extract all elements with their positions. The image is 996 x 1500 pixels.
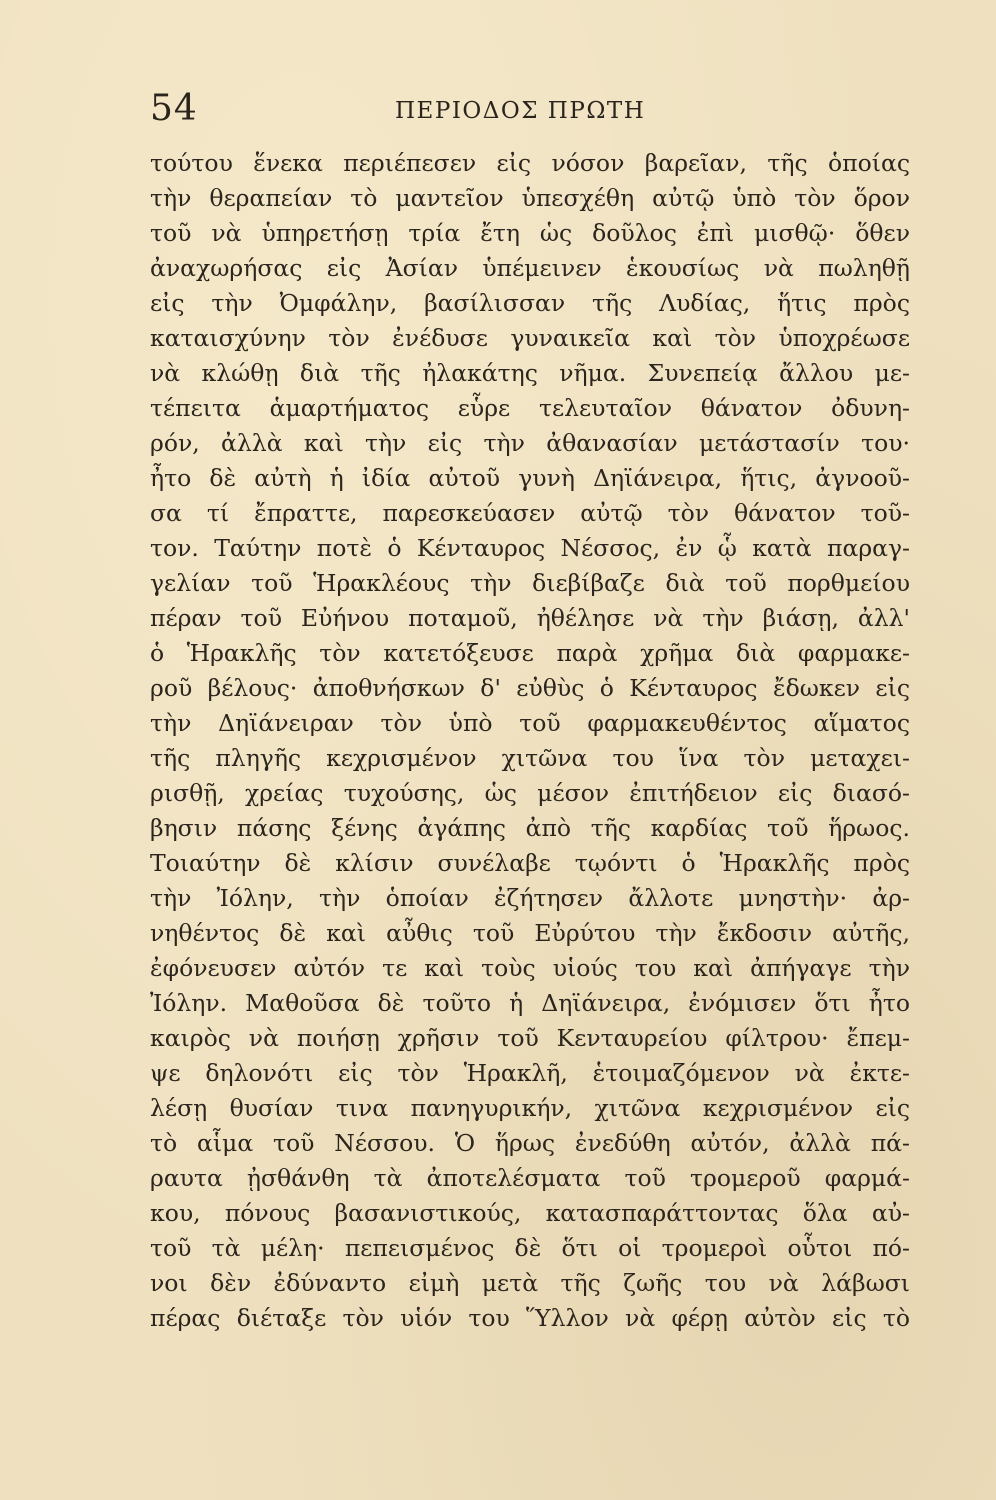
text-line: τούτου ἕνεκα περιέπεσεν εἰς νόσον βαρεῖαν, τῆς ὁποίας [150, 149, 910, 177]
text-line: νὰ κλώθῃ διὰ τῆς ἠλακάτης νῆμα. Συνεπείᾳ ἄλλου με- [150, 359, 910, 387]
body-text [150, 146, 910, 1336]
text-line: τοῦ νὰ ὑπηρετήσῃ τρία ἔτη ὡς δοῦλος ἐπὶ μισθῷ· ὅθεν [150, 219, 910, 247]
text-line: ὁ Ἡρακλῆς τὸν κατετόξευσε παρὰ χρῆμα διὰ φαρμακε- [150, 639, 910, 667]
text-line: γελίαν τοῦ Ἡρακλέους τὴν διεβίβαζε διὰ τοῦ πορθμείου [150, 569, 910, 597]
text-line: νοι δὲν ἐδύναντο εἰμὴ μετὰ τῆς ζωῆς του νὰ λάβωσι [150, 1269, 910, 1297]
text-line: τὴν Ἰόλην, τὴν ὁποίαν ἐζήτησεν ἄλλοτε μνηστὴν· ἀρ- [150, 884, 910, 912]
text-line: καταισχύνην τὸν ἐνέδυσε γυναικεῖα καὶ τὸν ὑποχρέωσε [150, 324, 910, 352]
text-line: τὴν θεραπείαν τὸ μαντεῖον ὑπεσχέθη αὐτῷ ὑπὸ τὸν ὅρον [150, 184, 910, 212]
text-line: λέσῃ θυσίαν τινα πανηγυρικήν, χιτῶνα κεχρισμένον εἰς [150, 1094, 910, 1122]
text-line: ρισθῇ, χρείας τυχούσης, ὡς μέσον ἐπιτήδειον εἰς διασό- [150, 779, 910, 807]
text-line: Τοιαύτην δὲ κλίσιν συνέλαβε τῳόντι ὁ Ἡρακλῆς πρὸς [150, 849, 910, 877]
text-line: τοῦ τὰ μέλη· πεπεισμένος δὲ ὅτι οἱ τρομεροὶ οὗτοι πό- [150, 1234, 910, 1262]
text-line: πέραν τοῦ Εὐήνου ποταμοῦ, ἠθέλησε νὰ τὴν βιάσῃ, ἀλλ' [150, 604, 910, 632]
text-line: εἰς τὴν Ὀμφάλην, βασίλισσαν τῆς Λυδίας, ἥτις πρὸς [150, 289, 910, 317]
page-header [150, 78, 910, 138]
text-line: ἐφόνευσεν αὐτόν τε καὶ τοὺς υἱούς του καὶ ἀπήγαγε τὴν [150, 954, 910, 982]
text-line: ραυτα ᾐσθάνθη τὰ ἀποτελέσματα τοῦ τρομεροῦ φαρμά- [150, 1164, 910, 1192]
text-line: κου, πόνους βασανιστικούς, κατασπαράττοντας ὅλα αὐ- [150, 1199, 910, 1227]
text-line: τὴν Δηϊάνειραν τὸν ὑπὸ τοῦ φαρμακευθέντος αἵματος [150, 709, 910, 737]
text-line: τὸ αἷμα τοῦ Νέσσου. Ὁ ἥρως ἐνεδύθη αὐτόν, ἀλλὰ πά- [150, 1129, 910, 1157]
text-line: ροῦ βέλους· ἀποθνήσκων δ' εὐθὺς ὁ Κένταυρος ἔδωκεν εἰς [150, 674, 910, 702]
text-line: πέρας διέταξε τὸν υἱόν του Ὕλλον νὰ φέρῃ αὐτὸν εἰς τὸ [150, 1304, 910, 1332]
text-line: νηθέντος δὲ καὶ αὖθις τοῦ Εὐρύτου τὴν ἔκδοσιν αὐτῆς, [150, 919, 910, 947]
text-line: Ἰόλην. Μαθοῦσα δὲ τοῦτο ἡ Δηϊάνειρα, ἐνόμισεν ὅτι ἦτο [150, 989, 910, 1017]
text-line: τῆς πληγῆς κεχρισμένον χιτῶνα του ἵνα τὸν μεταχει- [150, 744, 910, 772]
page-number: 54 [150, 88, 198, 129]
text-line: ἦτο δὲ αὐτὴ ἡ ἰδία αὐτοῦ γυνὴ Δηϊάνειρα, ἥτις, ἀγνοοῦ- [150, 464, 910, 492]
text-line: βησιν πάσης ξένης ἀγάπης ἀπὸ τῆς καρδίας τοῦ ἥρωος. [150, 814, 910, 842]
text-line: ἀναχωρήσας εἰς Ἀσίαν ὑπέμεινεν ἑκουσίως νὰ πωληθῇ [150, 254, 910, 282]
text-line: ψε δηλονότι εἰς τὸν Ἡρακλῆ, ἑτοιμαζόμενον νὰ ἐκτε- [150, 1059, 910, 1087]
text-line: τέπειτα ἁμαρτήματος εὗρε τελευταῖον θάνατον ὀδυνη- [150, 394, 910, 422]
text-line: ρόν, ἀλλὰ καὶ τὴν εἰς τὴν ἀθανασίαν μετάστασίν του· [150, 429, 910, 457]
text-line: τον. Ταύτην ποτὲ ὁ Κένταυρος Νέσσος, ἐν ᾧ κατὰ παραγ- [150, 534, 910, 562]
text-line: καιρὸς νὰ ποιήσῃ χρῆσιν τοῦ Κενταυρείου φίλτρου· ἔπεμ- [150, 1024, 910, 1052]
text-line: σα τί ἔπραττε, παρεσκεύασεν αὐτῷ τὸν θάνατον τοῦ- [150, 499, 910, 527]
running-head: ΠΕΡΙΟΔΟΣ ΠΡΩΤΗ [395, 98, 646, 124]
